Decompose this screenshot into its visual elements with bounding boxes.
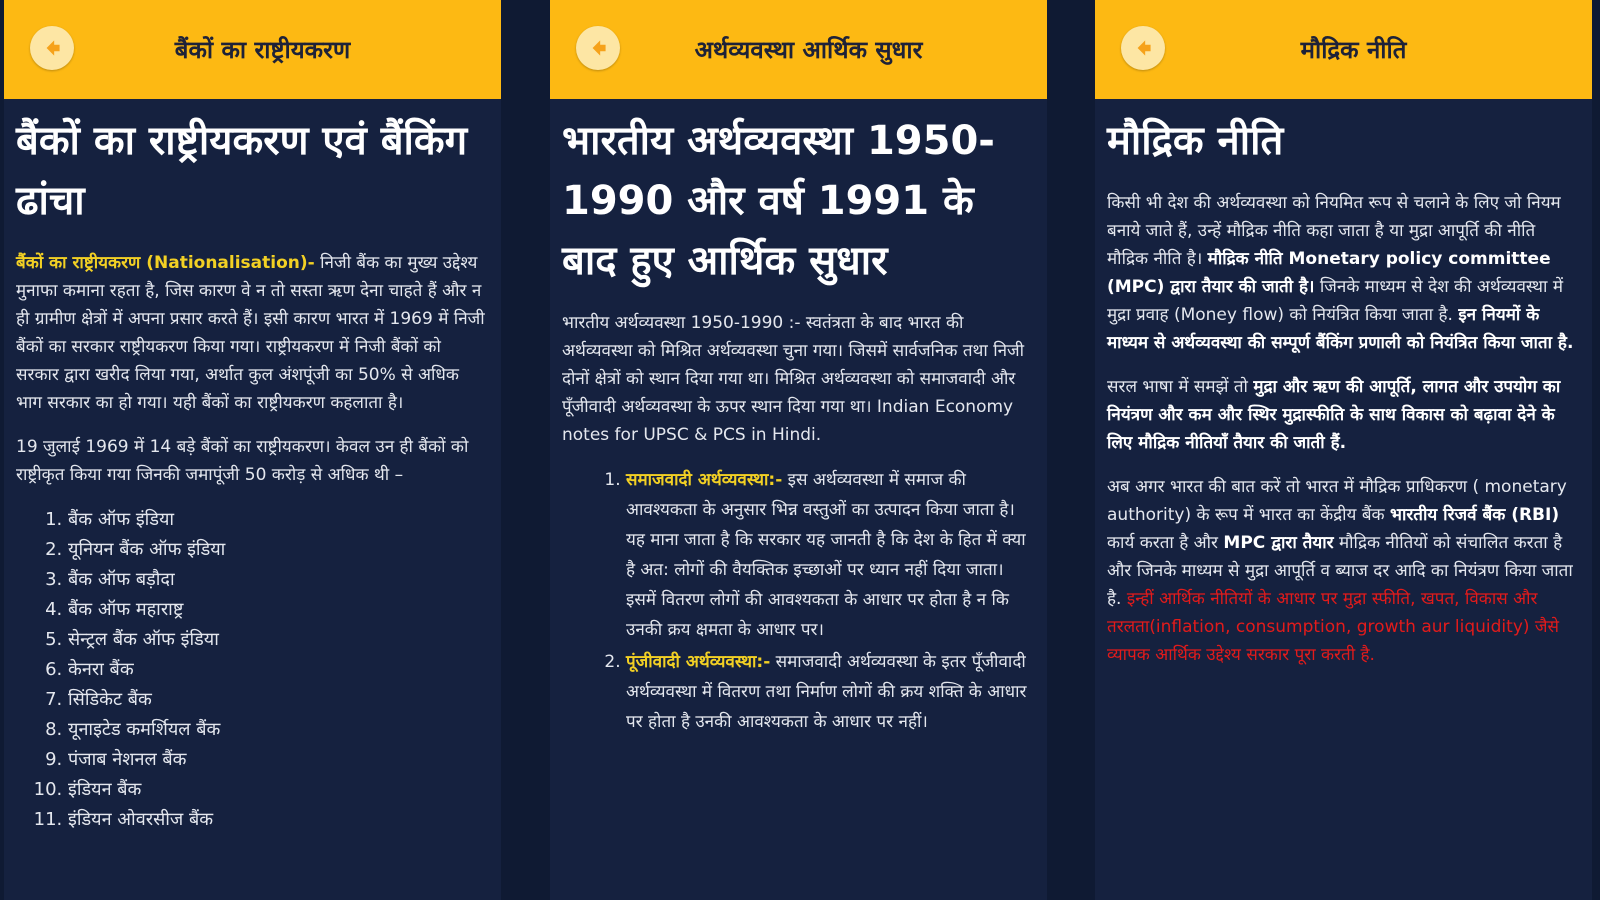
app-bar-title: मौद्रिक नीति bbox=[1300, 36, 1407, 64]
paragraph-text: किसी भी देश की अर्थव्यवस्था को नियमित रूप से चलाने के लिए जो नियम बनाये जाते हैं, उन्हें मौद्रिक नीति कहा जाता है या मुद्रा आपूर्ति की नीति मौद्रिक नीति है। bbox=[1107, 193, 1561, 269]
screen-monetary-policy bbox=[1095, 0, 1592, 900]
list-item bbox=[626, 465, 1035, 645]
article-content bbox=[4, 99, 501, 835]
app-bar bbox=[1095, 0, 1592, 99]
paragraph-text: जिनके माध्यम से देश की अर्थव्यवस्था में मुद्रा प्रवाह (Money flow) को नियंत्रित किया जाता है. bbox=[1107, 277, 1564, 325]
list-item-text: इस अर्थव्यवस्था में समाज की आवश्यकता के अनुसार भिन्न वस्तुओं का उत्पादन किया जाता है। यह माना जाता है कि सरकार यह जानती है कि देश के हित में क्या है अत: लोगों की वैयक्तिक इच्छाओं पर ध्यान नहीं दिया जाता। इसमें वितरण लोगों की आवश्यकता के आधार पर होता है न कि उनकी क्रय क्षमता के आधार पर। bbox=[626, 470, 1026, 640]
arrow-left-icon bbox=[39, 35, 65, 61]
paragraph-text: अब अगर भारत की बात करें तो भारत में मौद्रिक प्राधिकरण ( monetary authority) के रूप में भारत का केंद्रीय बैंक bbox=[1107, 477, 1567, 525]
third-paragraph bbox=[1107, 473, 1580, 669]
bank-list bbox=[16, 505, 489, 835]
bold-text: MPC द्वारा तैयार bbox=[1223, 533, 1334, 553]
app-bar bbox=[550, 0, 1047, 99]
paragraph-text: कार्य करता है और bbox=[1107, 533, 1224, 553]
list-item: 6. केनरा बैंक bbox=[68, 655, 489, 685]
screen-bank-nationalisation bbox=[4, 0, 501, 900]
app-bar bbox=[4, 0, 501, 99]
list-item: 9. पंजाब नेशनल बैंक bbox=[68, 745, 489, 775]
paragraph-text: मौद्रिक नीतियों को संचालित करता है और जिनके माध्यम से मुद्रा आपूर्ति व ब्याज दर आदि का नियंत्रण किया जाता है. bbox=[1107, 533, 1573, 609]
list-item: 8. यूनाइटेड कमर्शियल बैंक bbox=[68, 715, 489, 745]
app-bar-title: अर्थव्यवस्था आर्थिक सुधार bbox=[694, 36, 923, 64]
back-button[interactable] bbox=[1121, 26, 1165, 70]
list-item: 3. बैंक ऑफ बड़ौदा bbox=[68, 565, 489, 595]
article-heading: भारतीय अर्थव्यवस्था 1950-1990 और वर्ष 1991 के बाद हुए आर्थिक सुधार bbox=[562, 118, 995, 284]
paragraph-text: निजी बैंक का मुख्य उद्देश्य मुनाफा कमाना रहता है, जिस कारण वे न तो सस्ता ऋण देना चाहते हैं और न ही ग्रामीण क्षेत्रों में अपना प्रसार करते हैं। इसी कारण भारत में 1969 में निजी बैंकों का सरकार राष्ट्रीयकरण किया गया। राष्ट्रीयकरण में निजी बैंकों को सरकार द्वारा खरीद लिया गया, अर्थात कुल अंशपूंजी का 50% से अधिक भाग सरकार का हो गया। यही बैंकों का राष्ट्रीयकरण कहलाता है। bbox=[16, 253, 485, 413]
article-heading: मौद्रिक नीति bbox=[1107, 118, 1284, 164]
bold-text: इन नियमों के माध्यम से अर्थव्यवस्था की सम्पूर्ण बैंकिंग प्रणाली को नियंत्रित किया जाता है. bbox=[1107, 305, 1574, 353]
screen-economic-reforms bbox=[550, 0, 1047, 900]
paragraph-text: सरल भाषा में समझें तो bbox=[1107, 377, 1254, 397]
intro-paragraph bbox=[1107, 189, 1580, 357]
back-button[interactable] bbox=[30, 26, 74, 70]
bold-text: मौद्रिक नीति Monetary policy committee (MPC) द्वारा तैयार की जाती है। bbox=[1107, 249, 1551, 297]
second-paragraph bbox=[1107, 373, 1580, 457]
highlight-term: समाजवादी अर्थव्यवस्था:- bbox=[626, 470, 783, 490]
intro-paragraph: भारतीय अर्थव्यवस्था 1950-1990 :- स्वतंत्रता के बाद भारत की अर्थव्यवस्था को मिश्रित अर्थव्यवस्था चुना गया। जिसमें सार्वजनिक तथा निजी दोनों क्षेत्रों को स्थान दिया गया था। मिश्रित अर्थव्यवस्था को समाजवादी और पूँजीवादी अर्थव्यवस्था के ऊपर स्थान दिया गया था। Indian Economy notes for UPSC & PCS in Hindi. bbox=[562, 313, 1025, 445]
red-highlight-text: इन्हीं आर्थिक नीतियों के आधार पर मुद्रा स्फीति, खपत, विकास और तरलता(inflation, consumption, growth aur liquidity) जैसे व्यापक आर्थिक उद्देश्य सरकार पूरा करती है. bbox=[1107, 589, 1560, 665]
list-item: 7. सिंडिकेट बैंक bbox=[68, 685, 489, 715]
second-paragraph: 19 जुलाई 1969 में 14 बड़े बैंकों का राष्ट्रीयकरण। केवल उन ही बैंकों को राष्ट्रीकृत किया गया जिनकी जमापूंजी 50 करोड़ से अधिक थी – bbox=[16, 437, 469, 485]
economy-type-list bbox=[562, 465, 1035, 737]
list-item: 2. यूनियन बैंक ऑफ इंडिया bbox=[68, 535, 489, 565]
app-bar-title: बैंकों का राष्ट्रीयकरण bbox=[174, 36, 351, 64]
list-item: 5. सेन्ट्रल बैंक ऑफ इंडिया bbox=[68, 625, 489, 655]
article-content bbox=[1095, 99, 1592, 669]
arrow-left-icon bbox=[585, 35, 611, 61]
back-button[interactable] bbox=[576, 26, 620, 70]
arrow-left-icon bbox=[1130, 35, 1156, 61]
bold-text: मुद्रा और ऋण की आपूर्ति, लागत और उपयोग का नियंत्रण और कम और स्थिर मुद्रास्फीति के साथ विकास को बढ़ावा देने के लिए मौद्रिक नीतियाँ तैयार की जाती हैं. bbox=[1107, 377, 1561, 453]
list-item-text: समाजवादी अर्थव्यवस्था के इतर पूँजीवादी अर्थव्यवस्था में वितरण तथा निर्माण लोगों की क्रय शक्ति के आधार पर होता है उनकी आवश्यकता के आधार पर नहीं। bbox=[626, 652, 1027, 732]
article-heading: बैंकों का राष्ट्रीयकरण एवं बैंकिंग ढांचा bbox=[16, 118, 468, 224]
bold-text: भारतीय रिजर्व बैंक (RBI) bbox=[1390, 505, 1560, 525]
highlight-term: बैंकों का राष्ट्रीयकरण (Nationalisation)- bbox=[16, 253, 315, 273]
list-item: 1. बैंक ऑफ इंडिया bbox=[68, 505, 489, 535]
intro-paragraph bbox=[16, 249, 489, 417]
list-item: 10. इंडियन बैंक bbox=[68, 775, 489, 805]
highlight-term: पूंजीवादी अर्थव्यवस्था:- bbox=[626, 652, 771, 672]
list-item bbox=[626, 647, 1035, 737]
list-item: 4. बैंक ऑफ महाराष्ट्र bbox=[68, 595, 489, 625]
list-item: 11. इंडियन ओवरसीज बैंक bbox=[68, 805, 489, 835]
article-content bbox=[550, 99, 1047, 737]
